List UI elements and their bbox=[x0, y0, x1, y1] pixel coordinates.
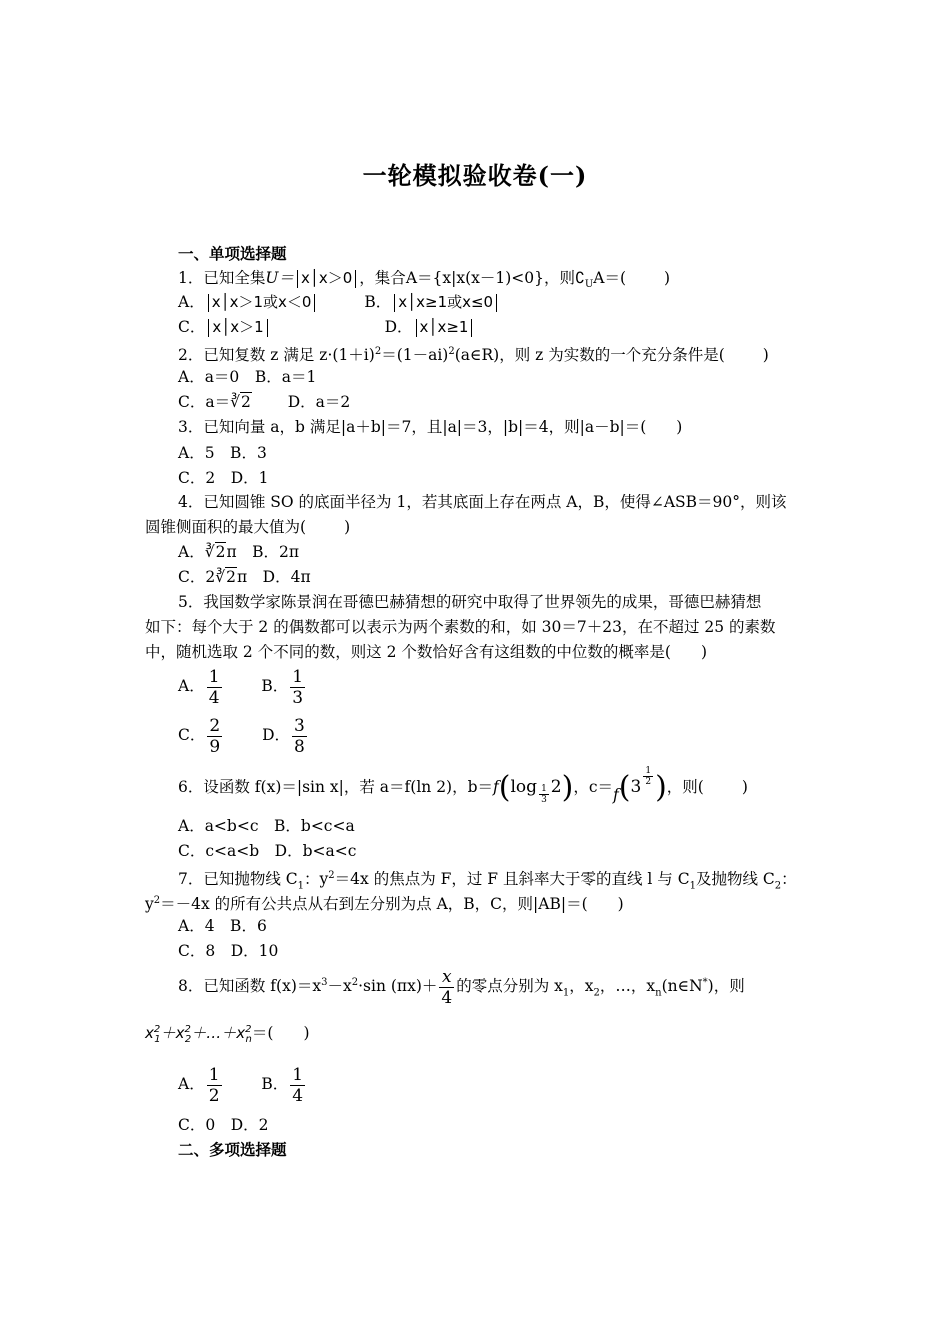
question-2-options-cd: C．a＝∛2 D．a＝2 bbox=[178, 393, 351, 411]
question-5-line-2: 如下：每个大于 2 的偶数都可以表示为两个素数的和，如 30＝7＋23，在不超过 25 的素数 bbox=[145, 618, 776, 636]
question-5-options-ab: A． $\frac{1}{4}$ B． $\frac{1}{3}$ bbox=[178, 666, 304, 708]
fraction: $\frac{1}{2}$ bbox=[208, 1064, 220, 1106]
question-5-options-cd: C． $\frac{2}{9}$ D． $\frac{3}{8}$ bbox=[178, 715, 305, 757]
question-3-options-ab: A．5 B．3 bbox=[178, 444, 267, 462]
question-7-options-cd: C．8 D．10 bbox=[178, 942, 279, 960]
question-4-stem-cont: 圆锥侧面积的最大值为( ) bbox=[145, 518, 351, 536]
fraction: $\frac{1}{4}$ bbox=[208, 666, 220, 708]
question-7-line-2: $y^2=-4x$ 的所有公共点从右到左分别为点 A，B，C，则|AB|＝( ) bbox=[145, 895, 624, 914]
fraction: $\frac{1}{3}$ bbox=[292, 666, 304, 708]
question-5-line-1: 5．我国数学家陈景润在哥德巴赫猜想的研究中取得了世界领先的成果，哥德巴赫猜想 bbox=[178, 593, 762, 611]
cube-root-icon: ∛ bbox=[230, 393, 240, 411]
question-1-options-cd: C． x│x＞1 D． x│x≥1 bbox=[178, 317, 475, 337]
question-1-options-ab: A． x│x＞1或x＜0 B． x│x≥1或x≤0 bbox=[178, 292, 500, 312]
section-heading-single-choice: 一、单项选择题 bbox=[178, 244, 287, 263]
fraction: $\frac{2}{9}$ bbox=[209, 715, 221, 757]
question-7-options-ab: A．4 B．6 bbox=[178, 917, 267, 935]
fraction: $\frac{1}{4}$ bbox=[292, 1064, 304, 1106]
question-4-options-cd: C．2∛2π D．4π bbox=[178, 568, 311, 586]
question-3-stem: 3．已知向量 a，b 满足|a＋b|＝7，且|a|＝3，|b|＝4，则|a－b|＝( ) bbox=[178, 418, 683, 436]
section-heading-multiple-choice: 二、多项选择题 bbox=[178, 1140, 287, 1159]
fraction: $\frac{x}{4}$ bbox=[441, 966, 453, 1008]
question-6-options-ab: A．a<b<c B．b<c<a bbox=[178, 817, 355, 835]
question-4-stem: 4．已知圆锥 SO 的底面半径为 1，若其底面上存在两点 A，B，使得∠ASB＝90°，则该 bbox=[178, 493, 787, 511]
question-6-options-cd: C．c<a<b D．b<a<c bbox=[178, 842, 357, 860]
question-1-stem: 1．已知全集U＝ x│x＞0 ，集合A＝{x|x(x－1)<0}，则$∁_UA=$( ) bbox=[178, 269, 671, 291]
question-8-options-cd: C．0 D．2 bbox=[178, 1116, 269, 1134]
fraction: $\frac{3}{8}$ bbox=[294, 715, 305, 757]
question-8-stem: 8．已知函数 $f(x)=x^3-x^2\cdot\sin$ (πx)＋ $\frac{x}{4}$ 的零点分别为 $x_1$，$x_2$，…，$x_n(n\in N^*)$，则 bbox=[178, 966, 745, 1008]
cube-root-icon: ∛ bbox=[204, 543, 215, 561]
question-5-line-3: 中，随机选取 2 个不同的数，则这 2 个数恰好含有这组数的中位数的概率是( ) bbox=[145, 643, 708, 661]
cube-root-icon: ∛ bbox=[215, 568, 226, 586]
question-6-stem: 6．设函数 f(x)＝|sin x|，若 a＝f(ln 2)，b＝f(log $\frac{1}{3}$ 2)，c＝f(3 $\frac{1}{2}$ )，则( ) bbox=[178, 766, 748, 805]
question-3-options-cd: C．2 D．1 bbox=[178, 469, 269, 487]
question-4-options-ab: A．∛2π B．2π bbox=[178, 543, 300, 561]
question-2-stem: 2．已知复数 z 满足 $z\cdot(1+i)^2=(1-ai)^2(a\in R)$，则 z 为实数的一个充分条件是( ) bbox=[178, 346, 769, 365]
question-7-line-1: 7．已知抛物线 $C_1$：$y^2=4x$ 的焦点为 F，过 F 且斜率大于零的直线 l 与 $C_1$及抛物线 $C_2$： bbox=[178, 870, 797, 892]
page-title: 一轮模拟验收卷(一) bbox=[362, 161, 588, 190]
question-2-options-ab: A．a＝0 B．a＝1 bbox=[178, 368, 317, 386]
question-8-sum: $x^2_1+x^2_2+\dots+x^2_n=$( ) bbox=[145, 1024, 310, 1045]
question-8-options-ab: A． $\frac{1}{2}$ B． $\frac{1}{4}$ bbox=[178, 1064, 304, 1106]
